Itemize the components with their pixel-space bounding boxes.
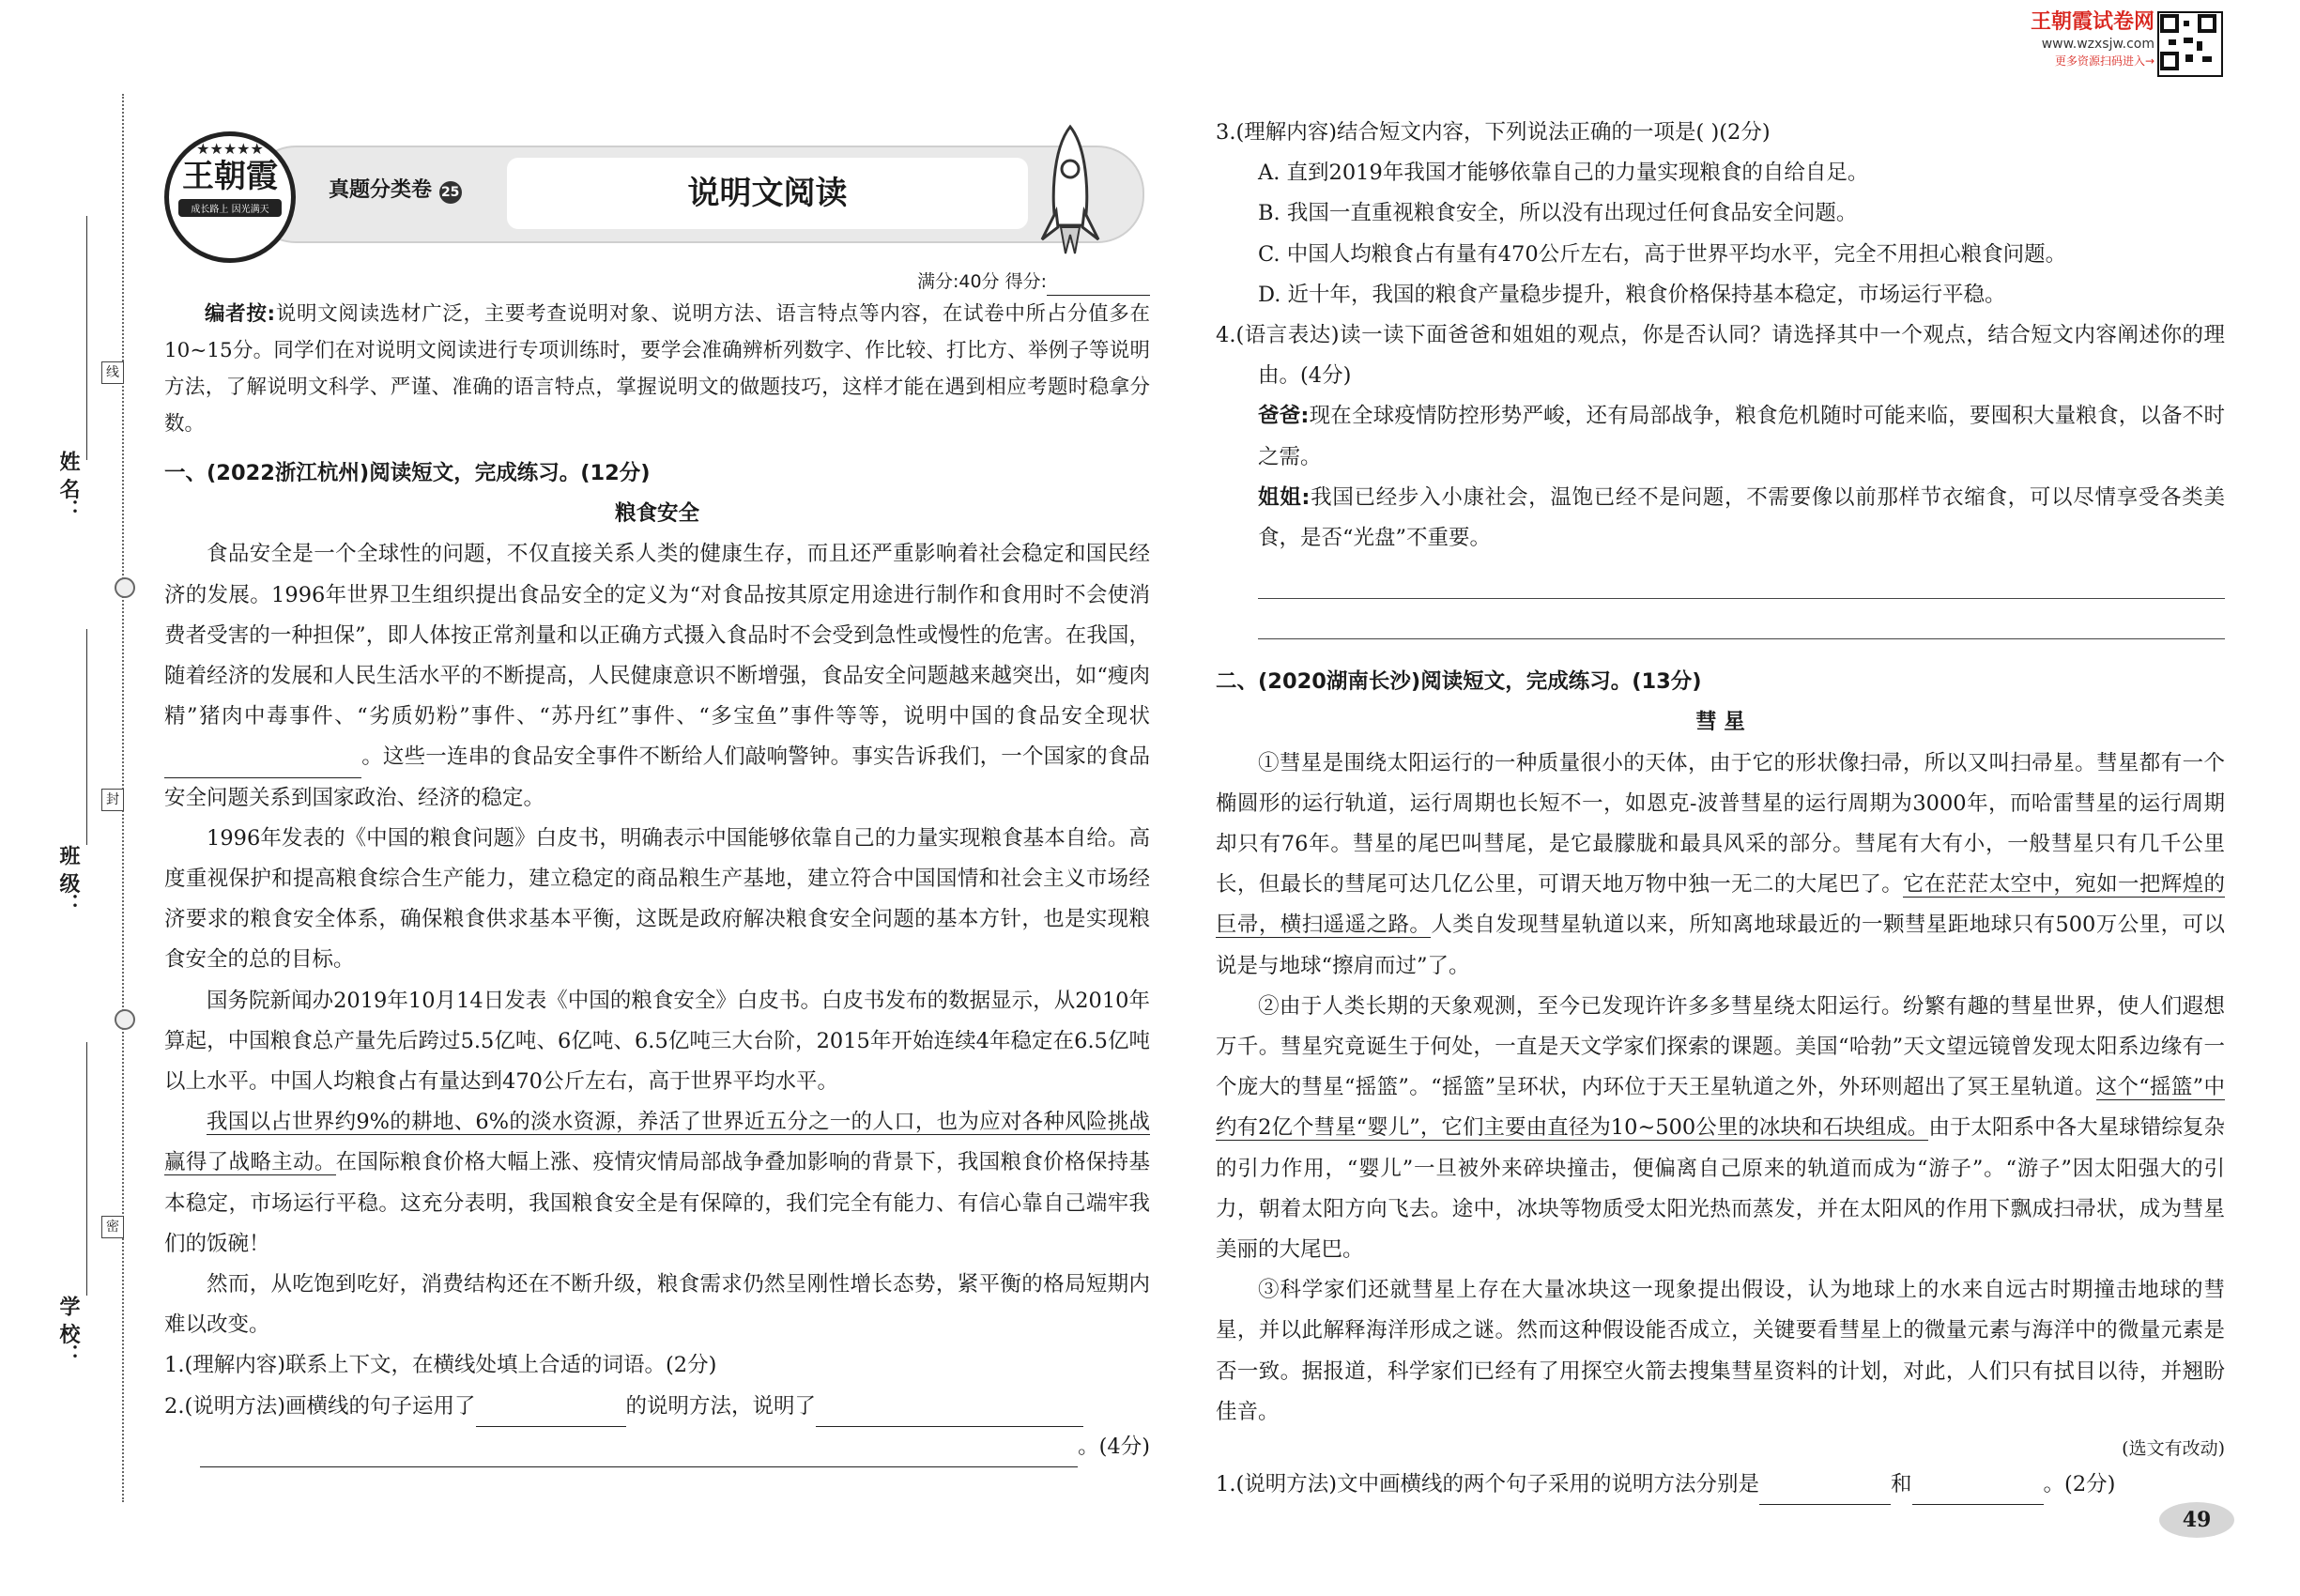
- q4-answer-line-2[interactable]: [1258, 627, 2225, 639]
- s2-para1-text-a: ①彗星是围绕太阳运行的一种质量很小的天体，由于它的形状像扫帚，所以又叫扫帚星。彗星都有一个椭圆形的运行轨道，运行周期也长短不一，如恩克-波普彗星的运行周期为3000年，而哈雷彗星的运行周期却只有76年。彗星的尾巴叫彗尾，是它最朦胧和最具风采的部分。彗尾有大有小，一般彗星只有几千公里长，但最长的彗尾可达几亿公里，可谓天地万物中独一无二的大尾巴了。: [1216, 750, 2225, 898]
- seal-mark-seal: 封: [101, 789, 124, 811]
- question-4: 4.(语言表达)读一读下面爸爸和姐姐的观点，你是否认同？请选择其中一个观点，结合短文内容阐述你的理由。(4分): [1216, 323, 2225, 389]
- question-1: 1.(理解内容)联系上下文，在横线处填上合适的词语。(2分): [164, 1353, 717, 1378]
- editor-note: [164, 296, 1150, 442]
- section2-title: 彗 星: [1695, 710, 1745, 735]
- series-number-badge: 25: [439, 181, 462, 204]
- page-number: 49: [2182, 1508, 2212, 1532]
- left-column: [164, 268, 1150, 1467]
- s2-para1-underlined: 它在茫茫太空中，宛如一把辉煌的巨帚，横扫遥遥之路。: [1216, 872, 2225, 938]
- section1-heading: 一、(2022浙江杭州)阅读短文，完成练习。(12分): [164, 461, 651, 485]
- section1-title: 粮食安全: [614, 501, 699, 527]
- section2-heading: 二、(2020湖南长沙)阅读短文，完成练习。(13分): [1216, 669, 1702, 695]
- question-2-line-2: [164, 1427, 1150, 1467]
- class-line[interactable]: [86, 629, 87, 845]
- qr-code-icon[interactable]: [2157, 11, 2223, 77]
- section2-question-1: [1216, 1465, 2225, 1505]
- section1-para2: 1996年发表的《中国的粮食问题》白皮书，明确表示中国能够依靠自己的力量实现粮食基本自给。高度重视保护和提高粮食综合生产能力，建立稳定的商品粮生产基地，建立符合中国国情和社会主义市场经济要求的粮食安全体系，确保粮食供求基本平衡，这既是政府解决粮食安全问题的基本方针，也是实现粮食安全的总的目标。: [164, 825, 1150, 973]
- dad-opinion: [1216, 396, 2225, 477]
- section2-para1: [1216, 744, 2225, 987]
- binding-hole-1: [115, 577, 135, 598]
- q3-option-c[interactable]: C. 中国人均粮食占有量有470公斤左右，高于世界平均水平，完全不用担心粮食问题。: [1258, 241, 2067, 267]
- logo-stars-icon: ★★★★★: [196, 140, 264, 158]
- q3-option-a[interactable]: A. 直到2019年我国才能够依靠自己的力量实现粮食的自给自足。: [1258, 161, 1869, 186]
- section1-para3: 国务院新闻办2019年10月14日发表《中国的粮食安全》白皮书。白皮书发布的数据显示，从2010年算起，中国粮食总产量先后跨过5.5亿吨、6亿吨、6.5亿吨三大台阶，2015年开始连续4年稳定在6.5亿吨以上水平。中国人均粮食占有量达到470公斤左右，高于世界平均水平。: [164, 988, 1150, 1095]
- s2-para1-text-b: 人类自发现彗星轨道以来，所知离地球最近的一颗彗星距地球只有500万公里，可以说是与地球“擦肩而过”了。: [1216, 913, 2225, 978]
- section1-para1: [164, 534, 1150, 818]
- logo-seal: [164, 131, 296, 263]
- source-note: (选文有改动): [2122, 1438, 2225, 1460]
- s2-q1-text-c: 。(2分): [2043, 1472, 2116, 1497]
- para4-text: 在国际粮食价格大幅上涨、疫情灾情局部战争叠加影响的背景下，我国粮食价格保持基本稳定，市场运行平稳。这充分表明，我国粮食安全是有保障的，我们完全有能力、有信心靠自己端牢我们的饭碗！: [164, 1150, 1150, 1256]
- school-line[interactable]: [86, 1042, 87, 1296]
- section1-para4: [164, 1102, 1150, 1265]
- sister-text: 我国已经步入小康社会，温饱已经不是问题，不需要像以前那样节衣缩食，可以尽情享受各类美食，是否“光盘”不重要。: [1258, 484, 2225, 551]
- s2-para2-underlined: 这个“摇篮”中约有2亿个彗星“婴儿”，它们主要由直径为10~500公里的冰块和石块组成。: [1216, 1075, 2225, 1141]
- brand-name: 王朝霞试卷网: [2030, 10, 2154, 34]
- name-label: 姓 名：: [56, 451, 81, 520]
- binding-hole-2: [115, 1009, 135, 1030]
- s2-q1-text-a: 1.(说明方法)文中画横线的两个句子采用的说明方法分别是: [1216, 1472, 1760, 1497]
- para1-answer-blank[interactable]: [164, 753, 361, 778]
- right-column: [1216, 113, 2225, 1505]
- series-label: [329, 174, 462, 204]
- s2-para2-text-a: ②由于人类长期的天象观测，至今已发现许许多多彗星绕太阳运行。纷繁有趣的彗星世界，使人们遐想万千。彗星究竟诞生于何处，一直是天文学家们探索的课题。美国“哈勃”天文望远镜曾发现太阳系边缘有一个庞大的彗星“摇篮”。“摇篮”呈环状，内环位于天王星轨道之外，外环则超出了冥王星轨道。: [1216, 993, 2225, 1100]
- question-2: [164, 1387, 1150, 1427]
- page-number-badge: [2159, 1502, 2234, 1538]
- title-box: [507, 158, 1028, 229]
- school-label: 学 校：: [56, 1296, 81, 1365]
- logo-text: 王朝霞: [182, 158, 278, 195]
- s2-q1-text-b: 和: [1891, 1472, 1912, 1497]
- q3-option-b[interactable]: B. 我国一直重视粮食安全，所以没有出现过任何食品安全问题。: [1258, 201, 1858, 226]
- editor-note-text: 说明文阅读选材广泛，主要考查说明对象、说明方法、语言特点等内容，在试卷中所占分值多在10~15分。同学们在对说明文阅读进行专项训练时，要学会准确辨析列数字、作比较、打比方、举例子等说明方法，了解说明文科学、严谨、准确的语言特点，掌握说明文的做题技巧，这样才能在遇到相应考题时稳拿分数。: [164, 302, 1150, 436]
- dad-label: 爸爸:: [1258, 404, 1310, 429]
- page-title: 说明文阅读: [687, 175, 848, 212]
- para1-text-b: 。这些一连串的食品安全事件不断给人们敲响警钟。事实告诉我们，一个国家的食品安全问题关系到国家政治、经济的稳定。: [164, 744, 1150, 810]
- score-blank[interactable]: [1047, 276, 1150, 296]
- rocket-icon: [1037, 122, 1103, 263]
- dad-text: 现在全球疫情防控形势严峻，还有局部战争，粮食危机随时可能来临，要囤积大量粮食，以备不时之需。: [1258, 404, 2225, 469]
- seal-mark-secret: 密: [101, 1216, 124, 1238]
- logo-ribbon: 成长路上 因光满天: [178, 199, 282, 217]
- brand-block[interactable]: [2018, 9, 2154, 69]
- question-3: 3.(理解内容)结合短文内容，下列说法正确的一项是( )(2分): [1216, 120, 1771, 145]
- para4-underlined-sentence: 我国以占世界约9%的耕地、6%的淡水资源，养活了世界近五分之一的人口，也为应对各种风险挑战赢得了战略主动。: [164, 1110, 1150, 1175]
- brand-cta: 更多资源扫码进入→: [2054, 54, 2154, 68]
- score-text: 满分:40分 得分:: [916, 271, 1047, 292]
- q2-text-a: 2.(说明方法)画横线的句子运用了: [164, 1393, 476, 1419]
- section2-para2: [1216, 987, 2225, 1270]
- seal-mark-line: 线: [101, 361, 124, 384]
- sister-label: 姐姐:: [1258, 484, 1311, 510]
- s2-q1-blank-1[interactable]: [1759, 1480, 1891, 1505]
- para1-text-a: 食品安全是一个全球性的问题，不仅直接关系人类的健康生存，而且还严重影响着社会稳定和国民经济的发展。1996年世界卫生组织提出食品安全的定义为“对食品按其原定用途进行制作和食用时不会使消费者受害的一种担保”，即人体按正常剂量和以正确方式摄入食品时不会受到急性或慢性的危害。在我国，随着经济的发展和人民生活水平的不断提高，人民健康意识不断增强，食品安全问题越来越突出，如“瘦肉精”猪肉中毒事件、“劣质奶粉”事件、“苏丹红”事件、“多宝鱼”事件等等，说明中国的食品安全现状: [164, 542, 1150, 729]
- s2-q1-blank-2[interactable]: [1912, 1480, 2044, 1505]
- header-banner: [164, 131, 1150, 244]
- series-text: 真题分类卷: [329, 178, 433, 202]
- q2-blank-content-2[interactable]: [200, 1442, 1078, 1467]
- q2-text-c: 。(4分): [1078, 1434, 1150, 1459]
- score-line: [164, 268, 1150, 296]
- q2-text-b: 的说明方法，说明了: [625, 1393, 817, 1419]
- name-line[interactable]: [86, 216, 87, 460]
- section1-para5: 然而，从吃饱到吃好，消费结构还在不断升级，粮食需求仍然呈刚性增长态势，紧平衡的格局短期内难以改变。: [164, 1272, 1150, 1338]
- q2-blank-content-1[interactable]: [816, 1402, 1083, 1427]
- sister-opinion: [1216, 478, 2225, 559]
- q3-option-d[interactable]: D. 近十年，我国的粮食产量稳步提升，粮食价格保持基本稳定，市场运行平稳。: [1258, 282, 2006, 307]
- brand-url: www.wzxsjw.com: [2041, 37, 2154, 52]
- s2-para2-text-b: 由于太阳系中各大星球错综复杂的引力作用，“婴儿”一旦被外来碎块撞击，便偏离自己原来的轨道而成为“游子”。“游子”因太阳强大的引力，朝着太阳方向飞去。途中，冰块等物质受太阳光热而蒸发，并在太阳风的作用下飘成扫帚状，成为彗星美丽的大尾巴。: [1216, 1115, 2225, 1263]
- editor-label: 编者按:: [205, 302, 276, 326]
- class-label: 班 级：: [56, 845, 81, 914]
- q4-answer-line-1[interactable]: [1258, 587, 2225, 599]
- q2-blank-method[interactable]: [476, 1402, 626, 1427]
- section2-para3: ③科学家们还就彗星上存在大量冰块这一现象提出假设，认为地球上的水来自远古时期撞击地球的彗星，并以此解释海洋形成之谜。然而这种假设能否成立，关键要看彗星上的微量元素与海洋中的微量元素是否一致。据报道，科学家们已经有了用探空火箭去搜集彗星资料的计划，对此，人们只有拭目以待，并翘盼佳音。: [1216, 1278, 2225, 1424]
